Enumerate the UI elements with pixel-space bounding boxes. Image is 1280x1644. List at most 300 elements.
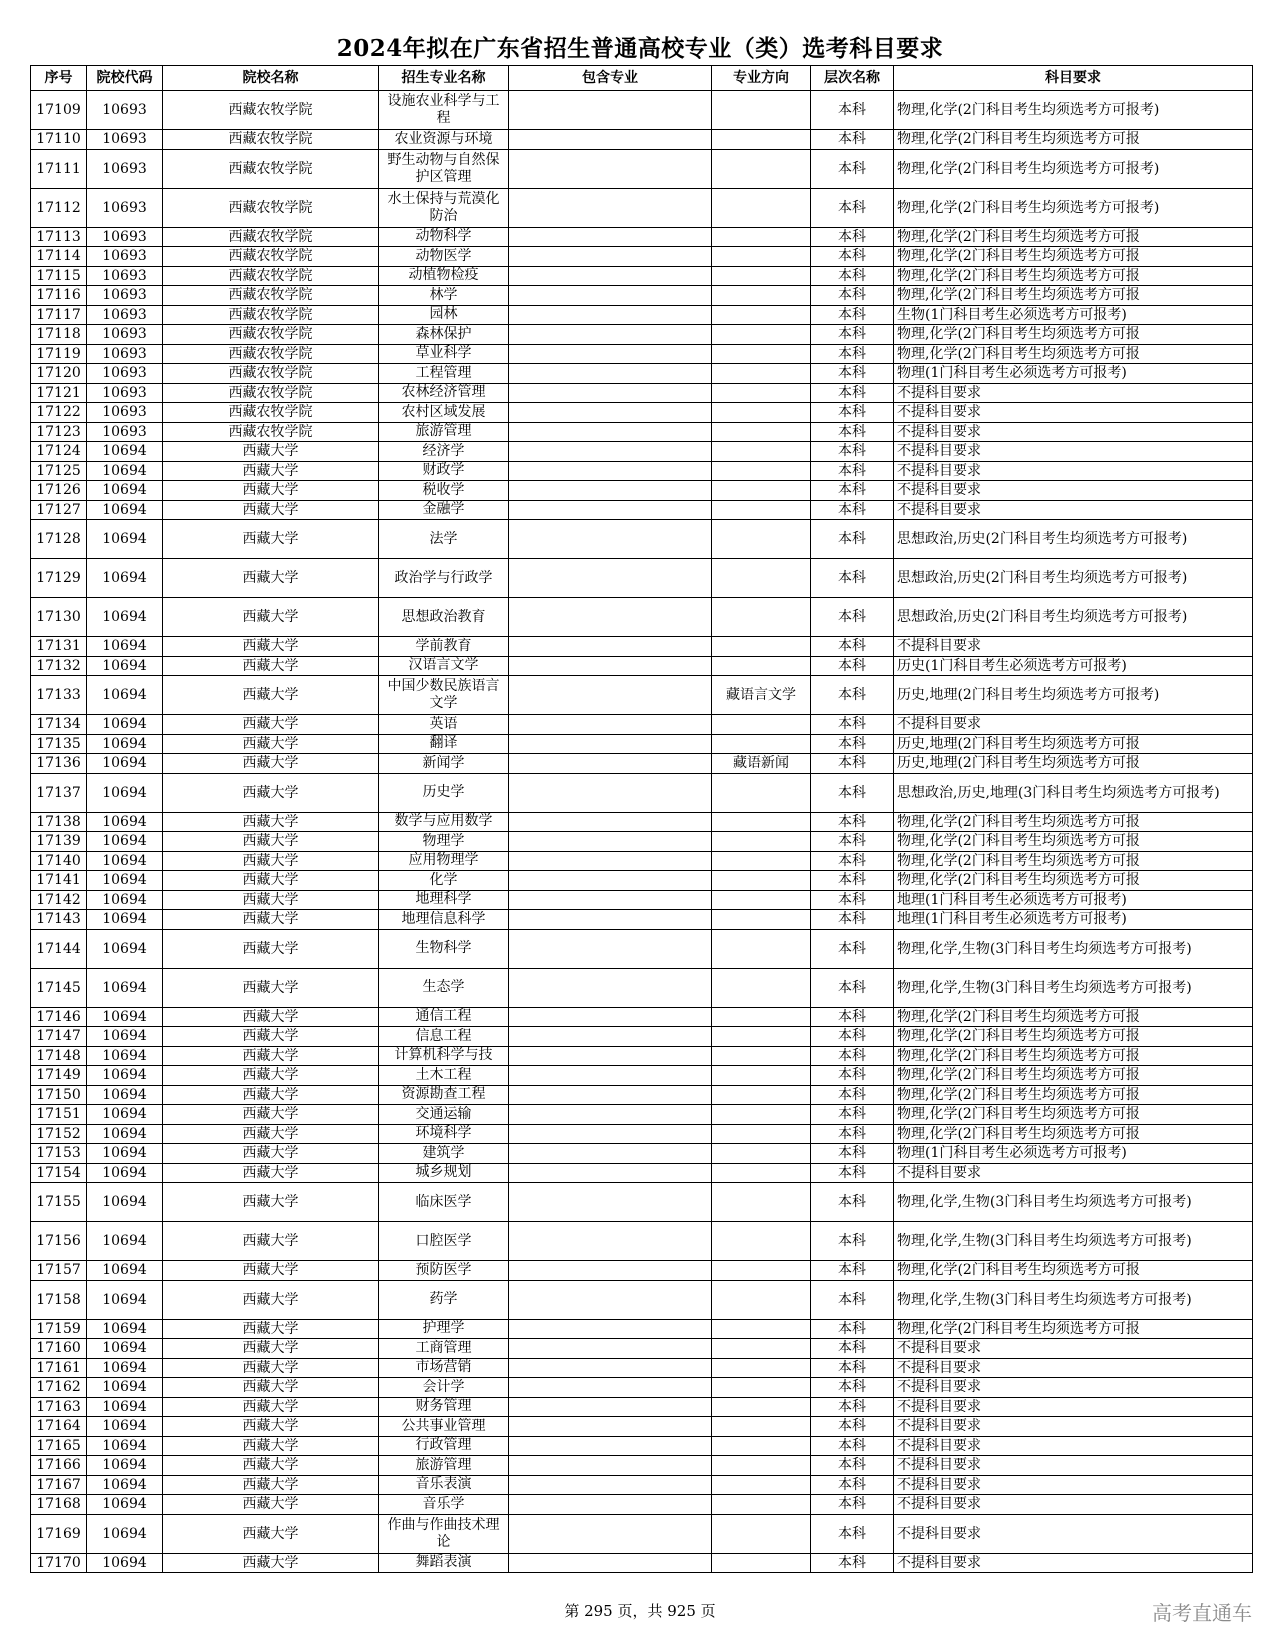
table-cell: 10694: [87, 481, 163, 501]
table-cell: 本科: [811, 188, 894, 227]
table-cell: 本科: [811, 1222, 894, 1261]
table-row: [31, 1261, 1253, 1281]
table-cell: 物理,化学(2门科目考生均须选考方可报: [894, 266, 1253, 286]
table-row: [31, 559, 1253, 598]
table-cell: 10694: [87, 500, 163, 520]
table-cell: 西藏大学: [163, 1456, 379, 1476]
table-cell: 西藏农牧学院: [163, 383, 379, 403]
table-cell: 本科: [811, 305, 894, 325]
table-cell: 不提科目要求: [894, 1553, 1253, 1573]
table-cell: [509, 1280, 712, 1319]
table-row: [31, 598, 1253, 637]
table-cell: 物理(1门科目考生必须选考方可报考): [894, 364, 1253, 384]
column-header: 院校代码: [87, 66, 163, 91]
table-cell: [509, 598, 712, 637]
table-cell: 本科: [811, 247, 894, 267]
table-cell: 10693: [87, 344, 163, 364]
table-cell: 17170: [31, 1553, 87, 1573]
table-cell: [509, 1124, 712, 1144]
table-cell: [712, 305, 811, 325]
table-cell: 17140: [31, 851, 87, 871]
table-cell: [712, 1436, 811, 1456]
table-cell: 历史,地理(2门科目考生均须选考方可报: [894, 734, 1253, 754]
table-cell: 信息工程: [379, 1027, 509, 1047]
table-cell: [712, 1319, 811, 1339]
table-cell: [712, 773, 811, 812]
table-cell: [509, 968, 712, 1007]
table-cell: 10694: [87, 1144, 163, 1164]
table-row: [31, 1183, 1253, 1222]
table-cell: [509, 1027, 712, 1047]
table-cell: [712, 910, 811, 930]
table-cell: [712, 1553, 811, 1573]
table-cell: 17145: [31, 968, 87, 1007]
table-row: [31, 1163, 1253, 1183]
table-cell: [712, 1514, 811, 1553]
table-cell: [509, 1358, 712, 1378]
table-cell: [712, 1397, 811, 1417]
table-cell: 森林保护: [379, 325, 509, 345]
table-cell: 金融学: [379, 500, 509, 520]
table-cell: 本科: [811, 442, 894, 462]
table-cell: 本科: [811, 1514, 894, 1553]
table-cell: [712, 1046, 811, 1066]
table-cell: 物理,化学(2门科目考生均须选考方可报: [894, 325, 1253, 345]
table-cell: 预防医学: [379, 1261, 509, 1281]
table-cell: 西藏大学: [163, 871, 379, 891]
table-cell: 10694: [87, 520, 163, 559]
table-cell: 17164: [31, 1417, 87, 1437]
table-cell: 10693: [87, 403, 163, 423]
table-cell: 舞蹈表演: [379, 1553, 509, 1573]
table-cell: 17124: [31, 442, 87, 462]
table-row: [31, 637, 1253, 657]
table-cell: 物理,化学(2门科目考生均须选考方可报: [894, 1066, 1253, 1086]
table-cell: 西藏大学: [163, 676, 379, 715]
table-cell: 10693: [87, 266, 163, 286]
table-row: [31, 890, 1253, 910]
table-cell: 本科: [811, 676, 894, 715]
table-cell: 17141: [31, 871, 87, 891]
table-cell: 本科: [811, 929, 894, 968]
table-cell: [509, 851, 712, 871]
table-cell: 数学与应用数学: [379, 812, 509, 832]
table-cell: [712, 1475, 811, 1495]
table-cell: 17120: [31, 364, 87, 384]
table-cell: [509, 890, 712, 910]
table-cell: 本科: [811, 1553, 894, 1573]
table-cell: 10694: [87, 637, 163, 657]
table-cell: 经济学: [379, 442, 509, 462]
table-cell: 本科: [811, 637, 894, 657]
table-row: [31, 500, 1253, 520]
table-cell: [712, 1495, 811, 1515]
table-cell: 物理,化学,生物(3门科目考生均须选考方可报考): [894, 968, 1253, 1007]
table-cell: [509, 1514, 712, 1553]
table-cell: [509, 1553, 712, 1573]
table-cell: 西藏农牧学院: [163, 364, 379, 384]
table-cell: 西藏大学: [163, 890, 379, 910]
table-cell: 10694: [87, 1105, 163, 1125]
table-cell: 本科: [811, 1417, 894, 1437]
table-cell: 汉语言文学: [379, 656, 509, 676]
table-cell: 17125: [31, 461, 87, 481]
table-cell: 10694: [87, 1007, 163, 1027]
table-cell: 计算机科学与技: [379, 1046, 509, 1066]
table-cell: 思想政治,历史,地理(3门科目考生均须选考方可报考): [894, 773, 1253, 812]
table-cell: [509, 188, 712, 227]
table-cell: [509, 1456, 712, 1476]
table-cell: 17114: [31, 247, 87, 267]
table-row: [31, 344, 1253, 364]
table-cell: 本科: [811, 715, 894, 735]
table-cell: [712, 364, 811, 384]
table-cell: [712, 1183, 811, 1222]
table-row: [31, 1027, 1253, 1047]
table-cell: 林学: [379, 286, 509, 306]
table-row: [31, 383, 1253, 403]
table-cell: 17168: [31, 1495, 87, 1515]
table-cell: 本科: [811, 1261, 894, 1281]
table-cell: [509, 364, 712, 384]
table-row: [31, 851, 1253, 871]
table-cell: 历史(1门科目考生必须选考方可报考): [894, 656, 1253, 676]
table-cell: [509, 325, 712, 345]
table-cell: 17122: [31, 403, 87, 423]
table-cell: [712, 598, 811, 637]
table-cell: 物理,化学(2门科目考生均须选考方可报: [894, 1027, 1253, 1047]
table-cell: 17113: [31, 227, 87, 247]
table-cell: 财务管理: [379, 1397, 509, 1417]
table-cell: [509, 929, 712, 968]
table-cell: 不提科目要求: [894, 1475, 1253, 1495]
table-cell: 护理学: [379, 1319, 509, 1339]
table-cell: 城乡规划: [379, 1163, 509, 1183]
table-cell: 西藏大学: [163, 734, 379, 754]
table-row: [31, 871, 1253, 891]
table-cell: 行政管理: [379, 1436, 509, 1456]
table-cell: 17149: [31, 1066, 87, 1086]
table-cell: 西藏大学: [163, 1358, 379, 1378]
table-cell: 物理,化学(2门科目考生均须选考方可报: [894, 1105, 1253, 1125]
table-cell: [509, 442, 712, 462]
table-cell: 17152: [31, 1124, 87, 1144]
table-cell: [712, 403, 811, 423]
table-cell: 10694: [87, 1495, 163, 1515]
table-cell: 17144: [31, 929, 87, 968]
table-cell: 物理,化学(2门科目考生均须选考方可报: [894, 247, 1253, 267]
table-row: [31, 305, 1253, 325]
table-cell: 物理,化学,生物(3门科目考生均须选考方可报考): [894, 929, 1253, 968]
table-cell: 西藏大学: [163, 598, 379, 637]
table-cell: 工程管理: [379, 364, 509, 384]
table-cell: 不提科目要求: [894, 1163, 1253, 1183]
table-cell: 不提科目要求: [894, 1378, 1253, 1398]
table-cell: 物理,化学(2门科目考生均须选考方可报: [894, 286, 1253, 306]
table-cell: [712, 812, 811, 832]
table-cell: [712, 968, 811, 1007]
table-cell: 西藏大学: [163, 1046, 379, 1066]
table-cell: 17129: [31, 559, 87, 598]
table-row: [31, 1339, 1253, 1359]
table-cell: 17169: [31, 1514, 87, 1553]
table-cell: 西藏农牧学院: [163, 149, 379, 188]
table-cell: 物理,化学,生物(3门科目考生均须选考方可报考): [894, 1183, 1253, 1222]
table-cell: 西藏大学: [163, 1495, 379, 1515]
table-cell: 西藏大学: [163, 1085, 379, 1105]
table-cell: [509, 1378, 712, 1398]
table-header-row: [31, 66, 1253, 91]
table-cell: 西藏大学: [163, 461, 379, 481]
table-cell: 物理,化学(2门科目考生均须选考方可报: [894, 1007, 1253, 1027]
table-cell: 10694: [87, 1358, 163, 1378]
table-cell: [712, 227, 811, 247]
table-cell: 17154: [31, 1163, 87, 1183]
table-cell: 17132: [31, 656, 87, 676]
table-cell: 本科: [811, 481, 894, 501]
table-cell: 17151: [31, 1105, 87, 1125]
table-cell: [509, 1222, 712, 1261]
table-cell: 临床医学: [379, 1183, 509, 1222]
table-cell: 设施农业科学与工程: [379, 91, 509, 130]
table-row: [31, 481, 1253, 501]
table-cell: [509, 481, 712, 501]
table-cell: 本科: [811, 266, 894, 286]
table-cell: 本科: [811, 598, 894, 637]
table-cell: 17137: [31, 773, 87, 812]
table-cell: 西藏大学: [163, 637, 379, 657]
table-row: [31, 1397, 1253, 1417]
table-cell: 物理学: [379, 832, 509, 852]
table-cell: [712, 325, 811, 345]
table-cell: 17119: [31, 344, 87, 364]
table-cell: 10694: [87, 871, 163, 891]
table-cell: 17165: [31, 1436, 87, 1456]
column-header: 科目要求: [894, 66, 1253, 91]
table-cell: 本科: [811, 227, 894, 247]
table-row: [31, 1105, 1253, 1125]
table-cell: 17131: [31, 637, 87, 657]
table-cell: [509, 871, 712, 891]
table-cell: [712, 637, 811, 657]
table-cell: 历史学: [379, 773, 509, 812]
table-cell: [712, 871, 811, 891]
table-cell: 10694: [87, 1046, 163, 1066]
table-cell: [509, 422, 712, 442]
table-cell: 本科: [811, 344, 894, 364]
table-cell: [509, 773, 712, 812]
table-cell: [509, 247, 712, 267]
table-cell: [712, 1417, 811, 1437]
table-cell: 10694: [87, 676, 163, 715]
column-header: 招生专业名称: [379, 66, 509, 91]
table-cell: 本科: [811, 773, 894, 812]
table-cell: [509, 520, 712, 559]
table-cell: 资源勘查工程: [379, 1085, 509, 1105]
table-cell: 10694: [87, 1397, 163, 1417]
table-cell: 本科: [811, 325, 894, 345]
table-cell: 西藏大学: [163, 1378, 379, 1398]
table-cell: 10693: [87, 188, 163, 227]
table-cell: [509, 1417, 712, 1437]
table-cell: 公共事业管理: [379, 1417, 509, 1437]
table-cell: [509, 1183, 712, 1222]
table-row: [31, 1514, 1253, 1553]
table-cell: 旅游管理: [379, 1456, 509, 1476]
table-cell: 西藏大学: [163, 715, 379, 735]
table-cell: [509, 266, 712, 286]
table-cell: [712, 247, 811, 267]
table-cell: [712, 1027, 811, 1047]
table-cell: 本科: [811, 286, 894, 306]
table-cell: 17161: [31, 1358, 87, 1378]
table-cell: 西藏大学: [163, 1027, 379, 1047]
table-row: [31, 149, 1253, 188]
table-cell: 10694: [87, 1475, 163, 1495]
table-cell: 西藏农牧学院: [163, 325, 379, 345]
table-cell: 历史,地理(2门科目考生均须选考方可报考): [894, 676, 1253, 715]
table-cell: 本科: [811, 1144, 894, 1164]
table-cell: [509, 1046, 712, 1066]
table-cell: 西藏大学: [163, 1222, 379, 1261]
table-cell: 西藏大学: [163, 1514, 379, 1553]
table-cell: [509, 1495, 712, 1515]
table-cell: [509, 403, 712, 423]
watermark-text: 高考直通车: [1152, 1601, 1252, 1625]
table-cell: 西藏农牧学院: [163, 286, 379, 306]
table-cell: 本科: [811, 968, 894, 1007]
table-cell: [712, 851, 811, 871]
table-cell: 环境科学: [379, 1124, 509, 1144]
table-cell: [712, 1358, 811, 1378]
table-cell: 不提科目要求: [894, 1514, 1253, 1553]
table-cell: [509, 149, 712, 188]
table-row: [31, 188, 1253, 227]
table-cell: 西藏大学: [163, 1124, 379, 1144]
table-cell: 本科: [811, 1085, 894, 1105]
table-cell: 不提科目要求: [894, 1495, 1253, 1515]
table-cell: 10694: [87, 442, 163, 462]
table-cell: [509, 812, 712, 832]
table-cell: 17139: [31, 832, 87, 852]
table-cell: [712, 91, 811, 130]
table-cell: [509, 676, 712, 715]
table-cell: 历史,地理(2门科目考生均须选考方可报: [894, 754, 1253, 774]
table-cell: 17126: [31, 481, 87, 501]
table-cell: 本科: [811, 383, 894, 403]
table-cell: [509, 1085, 712, 1105]
table-cell: 物理,化学(2门科目考生均须选考方可报: [894, 1046, 1253, 1066]
table-row: [31, 1046, 1253, 1066]
table-row: [31, 325, 1253, 345]
table-cell: [712, 1280, 811, 1319]
table-cell: 本科: [811, 1124, 894, 1144]
table-cell: 野生动物与自然保护区管理: [379, 149, 509, 188]
table-cell: 17147: [31, 1027, 87, 1047]
table-cell: 10694: [87, 1124, 163, 1144]
table-cell: 园林: [379, 305, 509, 325]
table-cell: 10694: [87, 598, 163, 637]
table-cell: 10694: [87, 1417, 163, 1437]
column-header: 序号: [31, 66, 87, 91]
table-cell: 本科: [811, 1163, 894, 1183]
table-cell: 17110: [31, 130, 87, 150]
table-row: [31, 1007, 1253, 1027]
table-row: [31, 422, 1253, 442]
table-cell: [509, 754, 712, 774]
table-cell: 西藏农牧学院: [163, 227, 379, 247]
table-cell: [712, 1339, 811, 1359]
table-cell: 10694: [87, 1066, 163, 1086]
table-cell: 西藏农牧学院: [163, 344, 379, 364]
table-cell: 土木工程: [379, 1066, 509, 1086]
table-cell: 西藏农牧学院: [163, 188, 379, 227]
table-cell: 10694: [87, 773, 163, 812]
table-cell: [712, 559, 811, 598]
table-cell: 思想政治,历史(2门科目考生均须选考方可报考): [894, 520, 1253, 559]
table-cell: 不提科目要求: [894, 1397, 1253, 1417]
table-cell: 物理,化学(2门科目考生均须选考方可报: [894, 832, 1253, 852]
table-cell: 17142: [31, 890, 87, 910]
table-cell: [509, 1163, 712, 1183]
table-cell: 西藏大学: [163, 832, 379, 852]
table-cell: 本科: [811, 1495, 894, 1515]
table-cell: 不提科目要求: [894, 1456, 1253, 1476]
table-cell: 17117: [31, 305, 87, 325]
table-cell: 西藏农牧学院: [163, 130, 379, 150]
table-cell: 西藏大学: [163, 1436, 379, 1456]
table-cell: 不提科目要求: [894, 403, 1253, 423]
table-cell: 本科: [811, 1105, 894, 1125]
table-cell: 不提科目要求: [894, 461, 1253, 481]
column-header: 专业方向: [712, 66, 811, 91]
table-row: [31, 1417, 1253, 1437]
table-cell: 17134: [31, 715, 87, 735]
table-cell: 10693: [87, 130, 163, 150]
table-cell: [509, 461, 712, 481]
table-cell: [712, 286, 811, 306]
table-row: [31, 1456, 1253, 1476]
table-cell: [712, 442, 811, 462]
table-cell: 税收学: [379, 481, 509, 501]
table-cell: 17146: [31, 1007, 87, 1027]
table-cell: 西藏农牧学院: [163, 422, 379, 442]
table-cell: 草业科学: [379, 344, 509, 364]
table-row: [31, 442, 1253, 462]
table-cell: [712, 715, 811, 735]
table-cell: 17116: [31, 286, 87, 306]
table-cell: 地理(1门科目考生必须选考方可报考): [894, 890, 1253, 910]
table-cell: 本科: [811, 130, 894, 150]
table-cell: [712, 266, 811, 286]
table-row: [31, 910, 1253, 930]
table-cell: 10694: [87, 832, 163, 852]
table-cell: [712, 1261, 811, 1281]
table-cell: 西藏大学: [163, 1475, 379, 1495]
table-cell: 不提科目要求: [894, 715, 1253, 735]
table-cell: [712, 500, 811, 520]
table-cell: 西藏大学: [163, 1280, 379, 1319]
table-cell: [712, 656, 811, 676]
table-cell: [712, 890, 811, 910]
table-cell: 不提科目要求: [894, 1358, 1253, 1378]
table-cell: 思想政治教育: [379, 598, 509, 637]
table-cell: 10694: [87, 1280, 163, 1319]
table-cell: [712, 832, 811, 852]
table-cell: 10694: [87, 890, 163, 910]
table-row: [31, 832, 1253, 852]
table-cell: 物理(1门科目考生必须选考方可报考): [894, 1144, 1253, 1164]
